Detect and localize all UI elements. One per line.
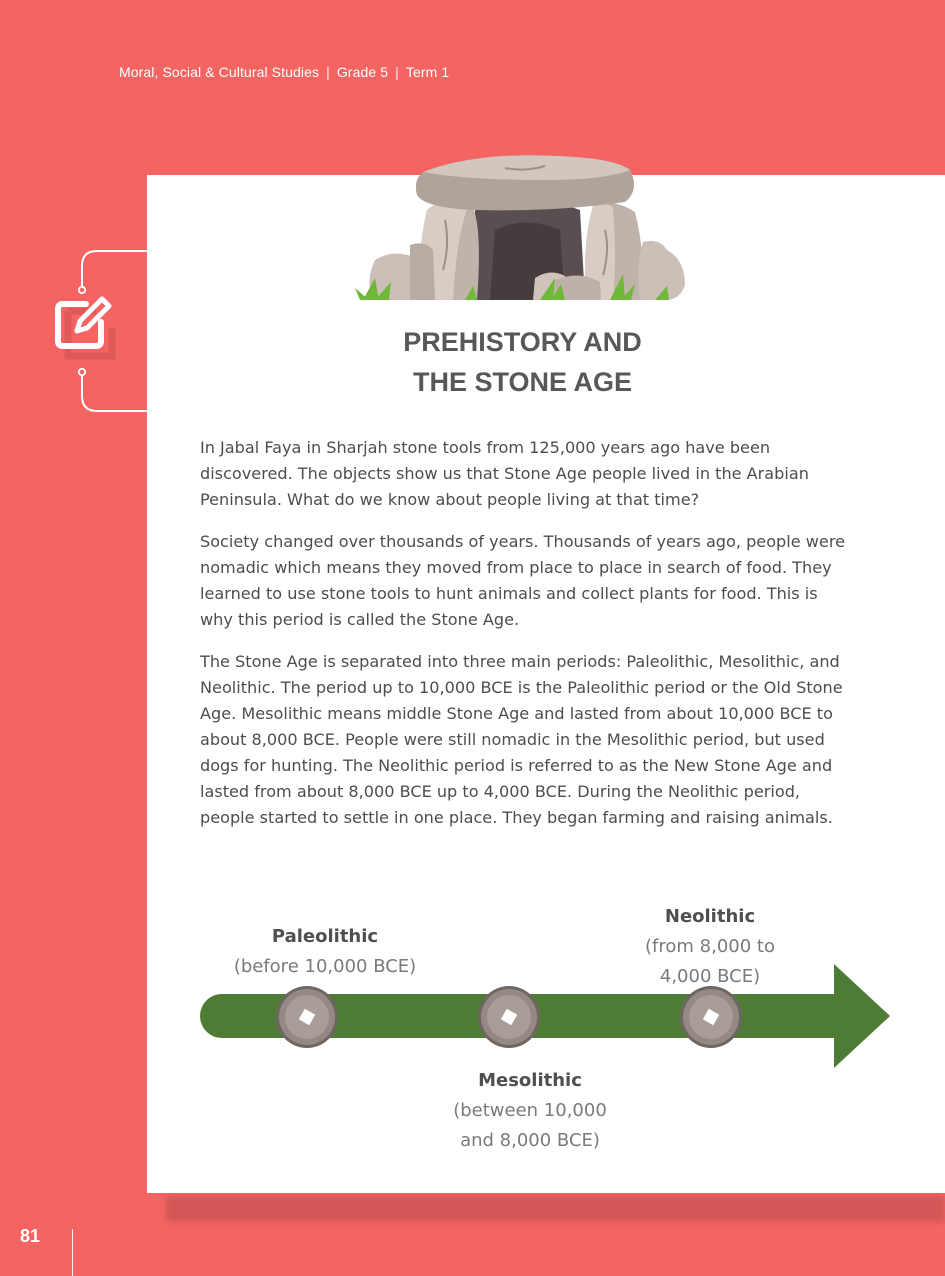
header-grade: Grade 5 <box>336 64 389 80</box>
period-range: and 8,000 BCE) <box>460 1130 600 1151</box>
period-name: Mesolithic <box>478 1070 582 1091</box>
timeline-label-mesolithic <box>420 1066 640 1156</box>
header-term: Term 1 <box>405 64 450 80</box>
period-name: Neolithic <box>664 906 756 927</box>
title-line-2: THE STONE AGE <box>412 367 633 397</box>
period-range: (from 8,000 to <box>645 936 775 957</box>
timeline-label-paleolithic <box>215 922 435 982</box>
period-range: (between 10,000 <box>453 1100 607 1121</box>
page-number: 81 <box>20 1226 41 1246</box>
header-subject: Moral, Social & Cultural Studies <box>119 64 320 80</box>
running-header <box>119 64 449 80</box>
period-range: (before 10,000 BCE) <box>233 956 417 977</box>
period-range: 4,000 BCE) <box>659 966 761 987</box>
page-number-divider <box>72 1229 73 1276</box>
edit-note-icon <box>0 0 150 420</box>
header-separator: | <box>395 64 399 80</box>
card-shadow <box>166 1196 945 1222</box>
title-line-1: PREHISTORY AND <box>403 327 642 357</box>
paragraph-intro: In Jabal Faya in Sharjah stone tools from 125,000 years ago have been discovered. The objects show us that Stone Age people lived in the Arabian Peninsula. What do we know about people living at that time? <box>200 438 809 509</box>
timeline-label-neolithic <box>600 902 820 992</box>
page-title <box>200 322 845 402</box>
stone-disc-icon <box>680 986 742 1048</box>
stone-disc-icon <box>276 986 338 1048</box>
header-separator: | <box>326 64 330 80</box>
period-name: Paleolithic <box>271 926 379 947</box>
dolmen-stone-illustration <box>355 150 695 308</box>
stone-disc-icon <box>478 986 540 1048</box>
paragraph-society: Society changed over thousands of years. Thousands of years ago, people were nomadic which means they moved from place to place in search of food. They learned to use stone tools to hunt animals and collect plants for food. This is why this period is called the Stone Age. <box>200 532 845 629</box>
paragraph-periods: The Stone Age is separated into three main periods: Paleolithic, Mesolithic, and Neolithic. The period up to 10,000 BCE is the Paleolithic period or the Old Stone Age. Mesolithic means middle Stone Age and lasted from about 10,000 BCE to about 8,000 BCE. People were still nomadic in the Mesolithic period, but used dogs for hunting. The Neolithic period is referred to as the New Stone Age and lasted from about 8,000 BCE up to 4,000 BCE. During the Neolithic period, people started to settle in one place. They began farming and raising animals. <box>200 652 843 827</box>
